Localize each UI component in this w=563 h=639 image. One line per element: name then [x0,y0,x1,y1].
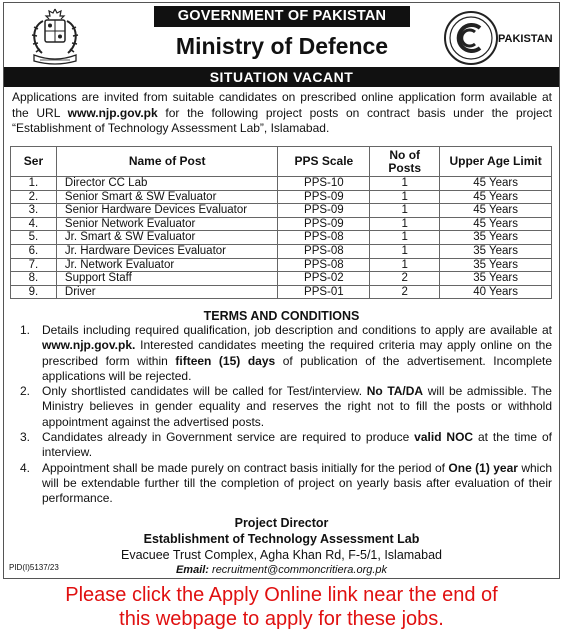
cell-count: 2 [370,285,440,299]
cell-age: 35 Years [440,258,552,272]
term-bold: One (1) year [448,460,518,475]
posts-table [10,146,552,299]
cell-ser: 8. [11,272,57,286]
apply-note-line-2: this webpage to apply for these jobs. [119,608,444,630]
cell-post: Support Staff [56,272,278,286]
common-criteria-logo-icon [442,9,554,67]
state-emblem-icon [26,7,84,67]
col-header-post: Name of Post [56,147,278,177]
cell-post: Jr. Smart & SW Evaluator [56,231,278,245]
intro-url: www.njp.gov.pk [67,105,158,120]
term-text: Candidates already in Government service are required to produce [42,430,415,445]
cell-scale: PPS-09 [278,190,370,204]
cell-age: 35 Years [440,244,552,258]
cell-ser: 1. [11,177,57,191]
intro-text-2: for the following project posts on contract basis under the project “Establishment of Technology Assessment Lab”, Islamabad. [12,105,552,135]
cell-scale: PPS-08 [278,231,370,245]
cell-count: 1 [370,258,440,272]
apply-note-line-1: Please click the Apply Online link near the end of [65,584,498,606]
term-text: Details including required qualification, job description and conditions to apply are available at [42,323,552,337]
cell-scale: PPS-09 [278,217,370,231]
table-row [11,285,552,299]
cell-age: 45 Years [440,190,552,204]
term-text: of publication of the advertisement. Incomplete applications will be rejected. [42,353,552,383]
table-row [11,272,552,286]
cell-post: Senior Network Evaluator [56,217,278,231]
table-row [11,177,552,191]
term-item [16,461,552,507]
col-header-ser: Ser [11,147,57,177]
col-header-posts: No of Posts [370,147,440,177]
cell-scale: PPS-09 [278,204,370,218]
term-bold: No TA/DA [366,384,424,399]
cell-age: 40 Years [440,285,552,299]
term-text: at the time of interview. [42,430,552,460]
col-header-scale: PPS Scale [278,147,370,177]
term-bold: valid NOC [414,430,474,445]
cell-scale: PPS-01 [278,285,370,299]
cell-scale: PPS-08 [278,244,370,258]
intro-text: Applications are invited from suitable candidates on prescribed online application form available at the URL [12,90,552,120]
table-row [11,231,552,245]
cell-age: 35 Years [440,231,552,245]
cell-ser: 7. [11,258,57,272]
term-number: 3. [20,430,31,445]
table-row [11,244,552,258]
terms-title: TERMS AND CONDITIONS [203,309,360,323]
email-line [4,564,559,577]
cell-post: Jr. Network Evaluator [56,258,278,272]
apply-online-note [0,583,563,631]
cell-post: Director CC Lab [56,177,278,191]
term-bold: www.njp.gov.pk. [42,338,136,353]
cell-age: 35 Years [440,272,552,286]
term-item [16,430,552,461]
cell-count: 2 [370,272,440,286]
term-text: Only shortlisted candidates will be called for Test/interview. [42,384,367,399]
term-text: Appointment shall be made purely on contract basis initially for the period of [42,460,449,475]
header [4,3,559,71]
email-label: Email: [175,564,209,576]
advertisement [3,2,560,579]
cell-scale: PPS-10 [278,177,370,191]
signatory-role: Project Director [234,516,329,530]
address: Evacuee Trust Complex, Agha Khan Rd, F-5/1, Islamabad [120,548,442,562]
table-header-row [11,147,552,177]
cell-post: Jr. Hardware Devices Evaluator [56,244,278,258]
term-item [16,323,552,384]
cell-count: 1 [370,190,440,204]
ministry-title: Ministry of Defence [175,33,389,59]
table-row [11,217,552,231]
table-row [11,204,552,218]
cell-scale: PPS-08 [278,258,370,272]
cell-post: Driver [56,285,278,299]
terms-list [16,323,552,507]
cell-age: 45 Years [440,177,552,191]
term-bold: fifteen (15) days [175,353,276,368]
signature-block [4,515,559,563]
logo-text: PAKISTAN [498,33,553,45]
cell-count: 1 [370,204,440,218]
term-number: 4. [20,460,31,475]
col-header-age: Upper Age Limit [440,147,552,177]
term-item [16,384,552,430]
cell-count: 1 [370,231,440,245]
term-number: 2. [20,384,31,399]
cell-ser: 3. [11,204,57,218]
cell-age: 45 Years [440,217,552,231]
intro-paragraph [12,90,552,137]
email-address: recruitment@commoncritiera.org.pk [212,564,388,576]
table-row [11,258,552,272]
term-text: Interested candidates meeting the required criteria may apply online on the prescribed form within [42,338,552,368]
cell-ser: 4. [11,217,57,231]
cell-age: 45 Years [440,204,552,218]
government-title: GOVERNMENT OF PAKISTAN [154,6,410,27]
situation-vacant-banner: SITUATION VACANT [4,67,559,87]
cell-ser: 2. [11,190,57,204]
cell-count: 1 [370,244,440,258]
term-text: which will be extendable further till the completion of project on yearly basis after evaluation of their performance. [42,460,553,506]
term-text: will be admissible. The Ministry believes in gender equality and reserves the right not to fill the posts or withhold appointment against the advertised posts. [42,384,552,429]
term-number: 1. [20,323,31,337]
pid-number: PID(I)5137/23 [9,563,59,572]
cell-ser: 5. [11,231,57,245]
cell-ser: 9. [11,285,57,299]
cell-scale: PPS-02 [278,272,370,286]
table-row [11,190,552,204]
cell-count: 1 [370,177,440,191]
cell-post: Senior Hardware Devices Evaluator [56,204,278,218]
signatory-org: Establishment of Technology Assessment Lab [143,532,420,546]
cell-post: Senior Smart & SW Evaluator [56,190,278,204]
cell-ser: 6. [11,244,57,258]
cell-count: 1 [370,217,440,231]
